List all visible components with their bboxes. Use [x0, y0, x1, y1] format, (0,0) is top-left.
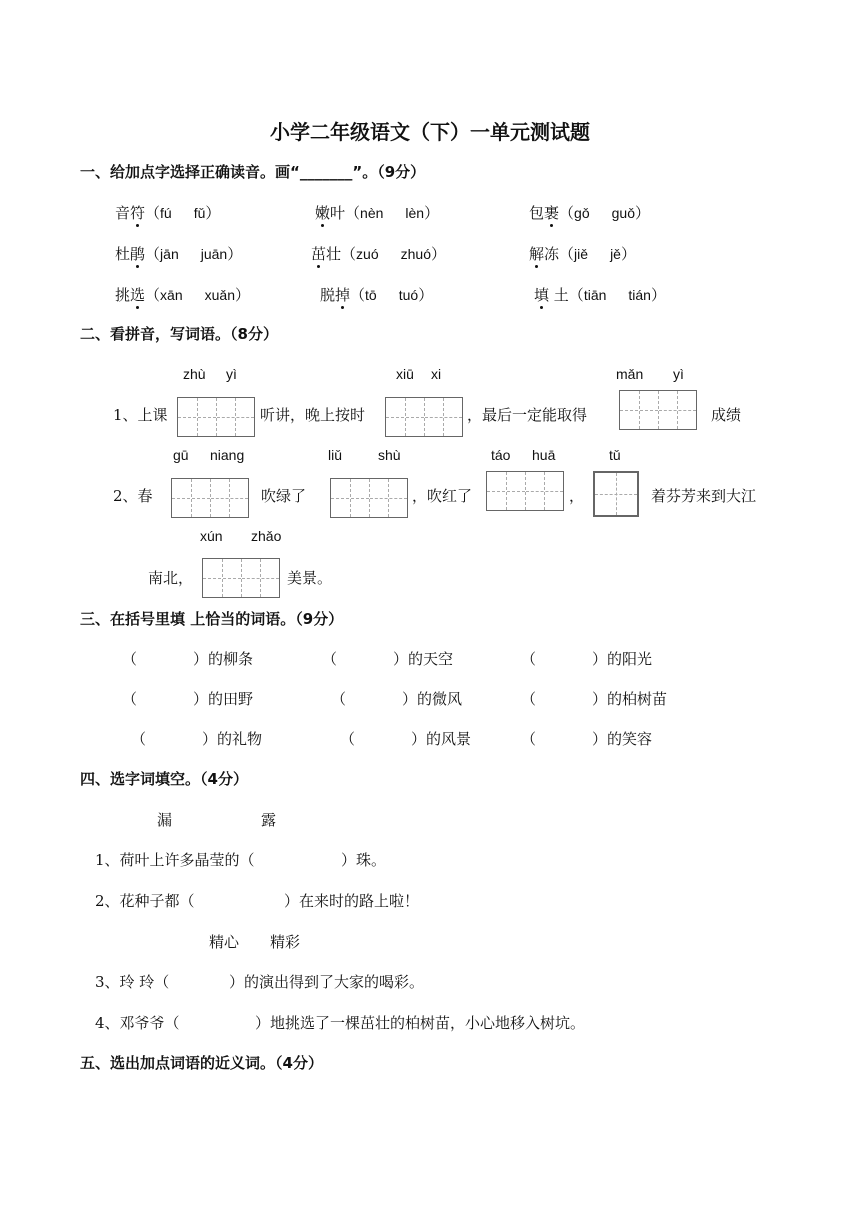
pinyin-option: gǒ: [574, 205, 590, 221]
sentence-text: 美景。: [287, 569, 333, 587]
reading-item: 音符（fú fǔ）: [115, 204, 221, 222]
section-1-heading: 一、给加点字选择正确读音。画“_______”。（9分）: [80, 163, 426, 181]
page-title: 小学二年级语文（下）一单元测试题: [270, 120, 590, 144]
pinyin-option: jān: [160, 246, 179, 262]
word-choice: 露: [261, 811, 277, 829]
word-suffix: 土: [549, 286, 569, 304]
pinyin-option: jě: [610, 246, 621, 262]
writing-grid[interactable]: [202, 558, 280, 598]
fill-blank-suffix: 的微风: [417, 690, 463, 708]
sentence-text: 听讲，晚上按时: [260, 406, 366, 424]
dotted-character: 符: [130, 204, 146, 222]
fill-blank-suffix: 的笑容: [607, 730, 653, 748]
reading-item: 茁壮（zuó zhuó）: [311, 245, 446, 263]
sentence-text: 吹绿了: [261, 487, 307, 505]
pinyin: zhù: [183, 366, 206, 382]
reading-item: 杜鹃（jān juān）: [115, 245, 243, 263]
fill-blank-item: （ ）的笑容: [521, 730, 653, 748]
section-4-heading: 四、选字词填空。（4分）: [80, 770, 248, 788]
fill-blank-suffix: 的风景: [426, 730, 472, 748]
dotted-character: 选: [130, 286, 146, 304]
section-2-heading: 二、看拼音，写词语。（8分）: [80, 325, 278, 343]
word-prefix: 音: [115, 204, 131, 222]
sentence-text: 成绩: [711, 406, 742, 424]
pinyin-option: juān: [200, 246, 228, 262]
pinyin: xún: [200, 528, 223, 544]
word-suffix: 冻: [544, 245, 560, 263]
dotted-character: 鹃: [130, 245, 146, 263]
writing-grid[interactable]: [385, 397, 463, 437]
fill-blank-item: （ ）的微风: [331, 690, 463, 708]
pinyin-option: guǒ: [611, 205, 635, 221]
pinyin: yì: [226, 366, 237, 382]
word-choice: 精心: [209, 933, 240, 951]
section-3-heading: 三、在括号里填 上恰当的词语。（9分）: [80, 610, 344, 628]
fill-blank-item: （ ）的礼物: [131, 730, 263, 748]
pinyin-option: xuǎn: [204, 287, 235, 303]
dotted-character: 茁: [311, 245, 327, 263]
sentence-text: 1、上课: [113, 406, 168, 424]
question-text: ）在来时的路上啦！: [284, 892, 420, 910]
question-text: 1、荷叶上许多晶莹的（: [95, 851, 255, 869]
question-text: 2、花种子都（: [95, 892, 195, 910]
fill-blank-suffix: 的天空: [408, 650, 454, 668]
pinyin-option: zuó: [356, 246, 379, 262]
word-prefix: 挑: [115, 286, 131, 304]
word-prefix: 杜: [115, 245, 131, 263]
sentence-text: 南北，: [148, 569, 194, 587]
section-5-heading: 五、选出加点词语的近义词。（4分）: [80, 1054, 323, 1072]
dotted-character: 裹: [544, 204, 560, 222]
fill-blank-suffix: 的田野: [208, 690, 254, 708]
pinyin-option: xān: [160, 287, 183, 303]
pinyin: táo: [491, 447, 511, 463]
writing-grid[interactable]: [177, 397, 255, 437]
dotted-character: 嫩: [315, 204, 331, 222]
pinyin: shù: [378, 447, 401, 463]
pinyin-option: tō: [365, 287, 377, 303]
sentence-text: 着芬芳来到大江: [651, 487, 757, 505]
question-text: ）的演出得到了大家的喝彩。: [229, 973, 425, 991]
pinyin: mǎn: [616, 366, 644, 382]
reading-item: 解冻（jiě jě）: [529, 245, 636, 263]
pinyin-option: jiě: [574, 246, 589, 262]
pinyin-option: zhuó: [400, 246, 431, 262]
dotted-character: 解: [529, 245, 545, 263]
fill-blank-item: （ ）的天空: [322, 650, 454, 668]
pinyin-option: fú: [160, 205, 172, 221]
sentence-text: ，: [569, 487, 585, 505]
pinyin: gū: [173, 447, 189, 463]
fill-blank-item: （ ）的阳光: [521, 650, 653, 668]
reading-item: 脱掉（tō tuó）: [320, 286, 434, 304]
pinyin-option: tiān: [583, 287, 607, 303]
word-suffix: 壮: [326, 245, 342, 263]
sentence-text: 2、春: [113, 487, 153, 505]
fill-blank-suffix: 的阳光: [607, 650, 653, 668]
writing-grid[interactable]: [330, 478, 408, 518]
pinyin: zhǎo: [251, 528, 282, 544]
fill-blank-item: （ ）的田野: [122, 690, 254, 708]
reading-item: 挑选（xān xuǎn）: [115, 286, 250, 304]
fill-blank-item: （ ）的柳条: [122, 650, 254, 668]
pinyin-option: nèn: [360, 205, 384, 221]
pinyin-option: tuó: [398, 287, 419, 303]
dotted-character: 掉: [335, 286, 351, 304]
pinyin: yì: [673, 366, 684, 382]
pinyin: xi: [431, 366, 442, 382]
pinyin: huā: [532, 447, 556, 463]
writing-grid-single[interactable]: [593, 471, 639, 517]
word-prefix: 包: [529, 204, 545, 222]
fill-blank-suffix: 的柳条: [208, 650, 254, 668]
word-prefix: 脱: [320, 286, 336, 304]
dotted-character: 填: [534, 286, 550, 304]
fill-blank-item: （ ）的柏树苗: [521, 690, 668, 708]
sentence-text: ，最后一定能取得: [467, 406, 588, 424]
writing-grid[interactable]: [486, 471, 564, 511]
reading-item: 嫩叶（nèn lèn）: [315, 204, 440, 222]
question-text: 4、邓爷爷（: [95, 1014, 180, 1032]
question-text: ）地挑选了一棵茁壮的柏树苗，小心地移入树坑。: [255, 1014, 586, 1032]
word-choice: 漏: [157, 811, 173, 829]
word-suffix: 叶: [330, 204, 346, 222]
reading-item: 包裹（gǒ guǒ）: [529, 204, 650, 222]
sentence-text: ，吹红了: [412, 487, 473, 505]
reading-item: 填 土（tiān tián）: [534, 286, 666, 304]
question-text: ）珠。: [341, 851, 387, 869]
pinyin-option: tián: [628, 287, 651, 303]
word-choice: 精彩: [270, 933, 301, 951]
fill-blank-suffix: 的礼物: [217, 730, 263, 748]
pinyin: liǔ: [328, 447, 343, 463]
pinyin: niang: [210, 447, 245, 463]
fill-blank-suffix: 的柏树苗: [607, 690, 668, 708]
pinyin: tǔ: [609, 447, 621, 463]
pinyin-option: lèn: [405, 205, 425, 221]
pinyin-option: fǔ: [193, 205, 206, 221]
writing-grid[interactable]: [171, 478, 249, 518]
writing-grid[interactable]: [619, 390, 697, 430]
fill-blank-item: （ ）的风景: [340, 730, 472, 748]
pinyin: xiū: [396, 366, 414, 382]
question-text: 3、玲 玲（: [95, 973, 170, 991]
